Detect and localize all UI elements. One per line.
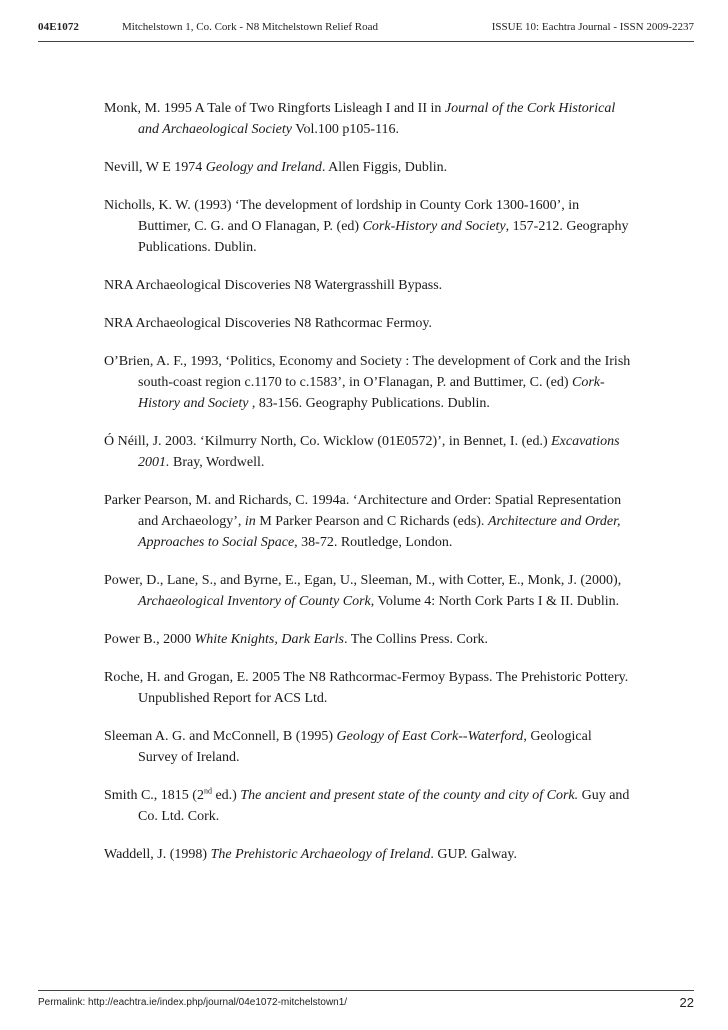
reference-title-italic: White Knights, Dark Earls [194,632,344,647]
reference-text: Roche, H. and Grogan, E. 2005 The N8 Rathcormac-Fermoy Bypass. The Prehistoric Pottery. Unpublished Report for ACS Ltd. [104,670,629,706]
page-header [0,0,728,44]
reference-text: M Parker Pearson and C Richards (eds). [255,514,488,529]
reference-text: Smith C., 1815 (2 [104,788,204,803]
reference-text: Guy and Co. Ltd. Cork. [138,788,630,824]
reference-title-italic: Geology of East Cork--Waterford [336,729,524,744]
reference-text: NRA Archaeological Discoveries N8 Rathcormac Fermoy. [104,316,433,331]
reference-title-italic: The ancient and present state of the county and city of Cork. [240,788,579,803]
reference-text: Power, D., Lane, S., and Byrne, E., Egan, U., Sleeman, M., with Cotter, E., Monk, J. (2000), [104,573,622,588]
footer-divider [38,990,694,991]
reference-entry [104,629,634,650]
reference-entry [104,313,634,334]
reference-entry [104,726,634,768]
reference-text: Monk, M. 1995 A Tale of Two Ringforts Lisleagh I and II in [104,101,445,116]
reference-entry [104,275,634,296]
page-footer [38,990,694,1014]
reference-text: NRA Archaeological Discoveries N8 Watergrasshill Bypass. [104,278,443,293]
reference-entry [104,157,634,178]
header-divider [38,41,694,42]
reference-title-italic: Archaeological Inventory of County Cork [138,594,371,609]
page-number: 22 [679,995,694,1010]
reference-list [104,98,634,882]
permalink[interactable]: Permalink: http://eachtra.ie/index.php/journal/04e1072-mitchelstown1/ [38,997,348,1008]
reference-text: Power B., 2000 [104,632,195,647]
reference-entry [104,351,634,414]
reference-text: Bray, Wordwell. [169,455,265,470]
reference-superscript: nd [203,786,212,796]
reference-text: Nicholls, K. W. (1993) ‘The development of lordship in County Cork 1300-1600’, in Buttimer, C. G. and O Flanagan, P. (ed) [104,198,580,234]
reference-text: Vol.100 p105-116. [291,122,400,137]
reference-entry [104,785,634,827]
reference-title-italic: Geology and Ireland [205,160,322,175]
reference-title-italic: Cork-History and Society [362,219,506,234]
header-title: Mitchelstown 1, Co. Cork - N8 Mitchelstown Relief Road [122,21,379,33]
reference-title-italic: in [244,514,256,529]
reference-title-italic: The Prehistoric Archaeology of Ireland [210,847,431,862]
reference-text: Parker Pearson, M. and Richards, C. 1994a. ‘Architecture and Order: Spatial Representation and Archaeology’, [104,493,622,529]
reference-entry [104,431,634,473]
reference-title-italic: Journal of the Cork Historical and Archaeological Society [138,101,616,137]
reference-title-italic: Cork-History and Society [138,375,605,411]
reference-text: . GUP. Galway. [430,847,517,862]
reference-text: , 157-212. Geography Publications. Dublin. [138,219,629,255]
reference-entry [104,667,634,709]
reference-text: , Geological Survey of Ireland. [138,729,592,765]
reference-text: Ó Néill, J. 2003. ‘Kilmurry North, Co. Wicklow (01E0572)’, in Bennet, I. (ed.) [104,434,552,449]
reference-text: , 83-156. Geography Publications. Dublin. [248,396,490,411]
reference-text: O’Brien, A. F., 1993, ‘Politics, Economy and Society : The development of Cork and the Irish south-coast region c.1170 to c.1583’, in O’Flanagan, P. and Buttimer, C. (ed) [104,354,631,390]
issue-label: ISSUE 10: Eachtra Journal - ISSN 2009-2237 [491,21,694,33]
reference-text: Sleeman A. G. and McConnell, B (1995) [104,729,337,744]
reference-entry [104,98,634,140]
reference-text: Waddell, J. (1998) [104,847,211,862]
reference-entry [104,570,634,612]
reference-title-italic: Excavations 2001. [138,434,620,470]
reference-text: . The Collins Press. Cork. [343,632,488,647]
reference-text: , Volume 4: North Cork Parts I & II. Dublin. [370,594,620,609]
report-code: 04E1072 [38,21,80,33]
reference-text: Nevill, W E 1974 [104,160,206,175]
reference-title-italic: Architecture and Order, Approaches to Social Space [138,514,621,550]
reference-entry [104,490,634,553]
reference-entry [104,844,634,865]
reference-entry [104,195,634,258]
reference-text: , 38-72. Routledge, London. [294,535,453,550]
reference-text: ed.) [211,788,241,803]
reference-text: . Allen Figgis, Dublin. [321,160,448,175]
